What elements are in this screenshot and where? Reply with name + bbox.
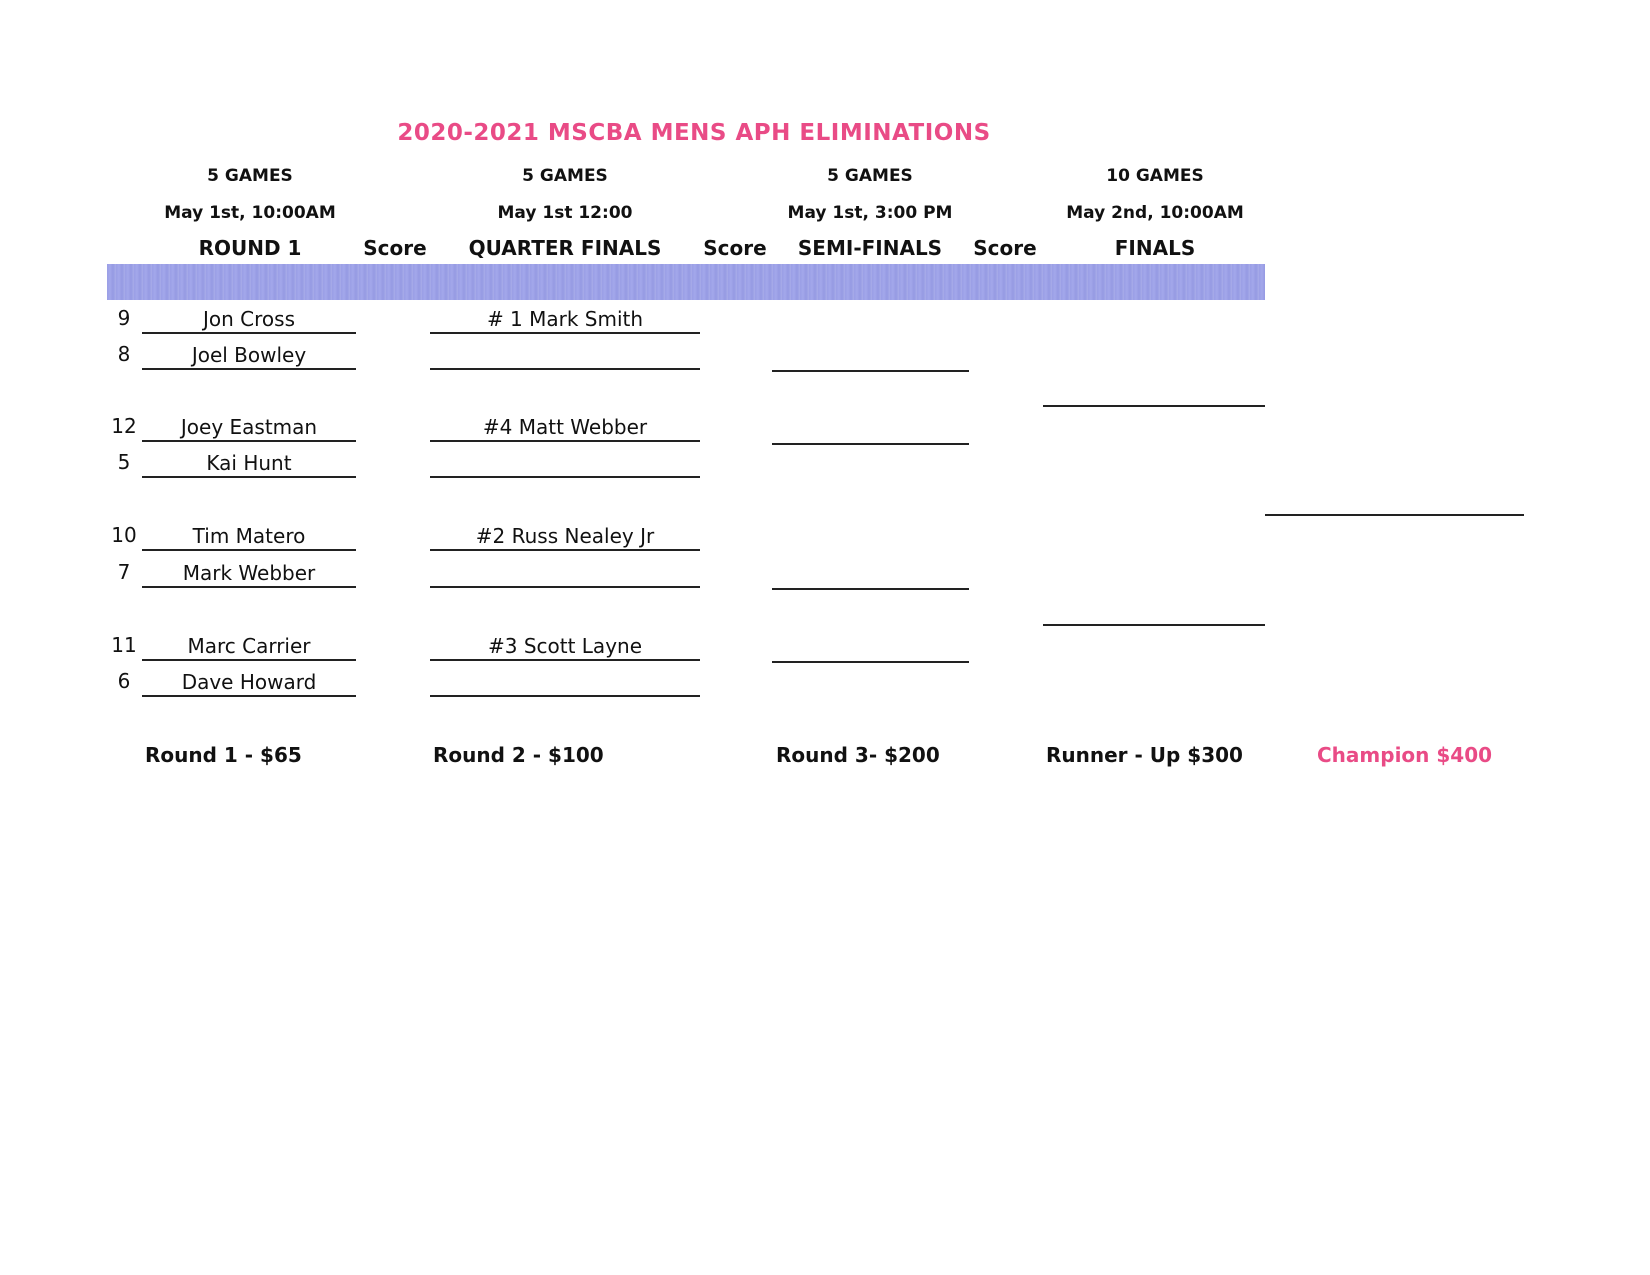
prize-champion: Champion $400 xyxy=(1317,743,1493,767)
semifinals-games: 5 GAMES xyxy=(827,166,913,186)
quarterfinal-slot xyxy=(430,342,700,370)
finals-date: May 2nd, 10:00AM xyxy=(1066,203,1244,223)
quarterfinal-slot: #3 Scott Layne xyxy=(430,633,700,661)
finals-line xyxy=(1043,624,1265,626)
round1-slot: Kai Hunt xyxy=(142,450,356,478)
quarterfinal-slot: # 1 Mark Smith xyxy=(430,306,700,334)
seed-label: 8 xyxy=(117,342,131,366)
quarterfinal-slot: #4 Matt Webber xyxy=(430,414,700,442)
semifinals-date: May 1st, 3:00 PM xyxy=(787,203,953,223)
semifinals-header: SEMI-FINALS xyxy=(797,236,943,260)
seed-label: 10 xyxy=(111,523,137,547)
round1-slot: Joel Bowley xyxy=(142,342,356,370)
round1-date: May 1st, 10:00AM xyxy=(164,203,336,223)
score-header-3: Score xyxy=(973,236,1037,260)
score-header-1: Score xyxy=(363,236,427,260)
semifinal-line xyxy=(772,370,969,372)
quarterfinals-header: QUARTER FINALS xyxy=(468,236,662,260)
champion-line xyxy=(1265,514,1524,516)
round1-slot: Marc Carrier xyxy=(142,633,356,661)
quarterfinal-slot: #2 Russ Nealey Jr xyxy=(430,523,700,551)
prize-round3: Round 3- $200 xyxy=(776,743,940,767)
round1-slot: Jon Cross xyxy=(142,306,356,334)
prize-round2: Round 2 - $100 xyxy=(433,743,604,767)
quarterfinal-slot xyxy=(430,669,700,697)
semifinal-line xyxy=(772,661,969,663)
finals-games: 10 GAMES xyxy=(1106,166,1204,186)
seed-label: 5 xyxy=(117,450,131,474)
seed-label: 7 xyxy=(117,560,131,584)
score-header-2: Score xyxy=(703,236,767,260)
round1-slot: Tim Matero xyxy=(142,523,356,551)
seed-label: 6 xyxy=(117,669,131,693)
quarterfinal-slot xyxy=(430,450,700,478)
quarterfinals-games: 5 GAMES xyxy=(522,166,608,186)
seed-label: 12 xyxy=(111,414,137,438)
seed-label: 9 xyxy=(117,306,131,330)
header-band xyxy=(107,264,1265,300)
finals-header: FINALS xyxy=(1114,236,1196,260)
quarterfinals-date: May 1st 12:00 xyxy=(497,203,633,223)
prize-round1: Round 1 - $65 xyxy=(145,743,302,767)
round1-games: 5 GAMES xyxy=(207,166,293,186)
quarterfinal-slot xyxy=(430,560,700,588)
page-title: 2020-2021 MSCBA MENS APH ELIMINATIONS xyxy=(397,120,991,146)
finals-line xyxy=(1043,405,1265,407)
round1-slot: Dave Howard xyxy=(142,669,356,697)
seed-label: 11 xyxy=(111,633,137,657)
round1-slot: Joey Eastman xyxy=(142,414,356,442)
round1-slot: Mark Webber xyxy=(142,560,356,588)
prize-runner-up: Runner - Up $300 xyxy=(1046,743,1243,767)
round1-header: ROUND 1 xyxy=(198,236,302,260)
semifinal-line xyxy=(772,443,969,445)
semifinal-line xyxy=(772,588,969,590)
